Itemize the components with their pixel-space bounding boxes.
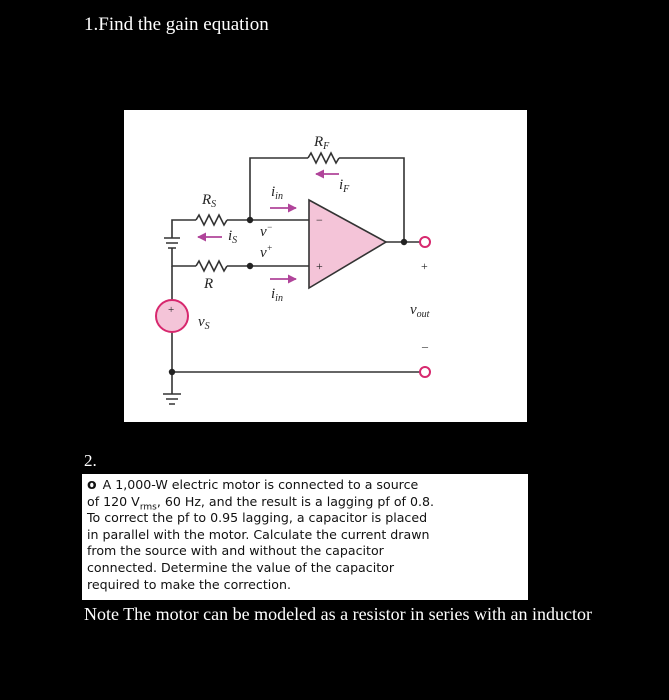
label-vs: $v_S$	[198, 314, 210, 332]
label-if: $i_F$	[339, 177, 350, 195]
question-1-title: 1.Find the gain equation	[84, 14, 269, 35]
junction-dot	[247, 217, 253, 223]
rs-left-wire	[172, 220, 196, 238]
question-2-note: Note The motor can be modeled as a resistor in series with an inductor	[84, 604, 593, 624]
source-plus-sign: +	[168, 304, 175, 316]
problem-line: in parallel with the motor. Calculate the current drawn	[87, 526, 430, 542]
output-plus-sign: +	[421, 259, 428, 273]
label-rf: $R_F$	[314, 134, 330, 152]
label-vplus: v+	[260, 243, 273, 261]
feedback-resistor-rf	[308, 153, 339, 163]
op-amp-circuit-diagram	[124, 110, 527, 422]
problem-line: connected. Determine the value of the capacitor	[87, 559, 395, 575]
problem-line: of 120 $V_{rms}$, 60 Hz, and the result is a lagging pf of 0.8.	[87, 493, 435, 513]
feedback-wire	[250, 158, 308, 220]
ground-symbol	[163, 394, 181, 404]
problem-line: To correct the pf to 0.95 lagging, a capacitor is placed	[87, 510, 428, 526]
label-r: R	[204, 276, 214, 292]
junction-dot	[247, 263, 253, 269]
output-terminal-top	[420, 237, 430, 247]
junction-dot	[169, 369, 175, 375]
label-vout: $v_{out}$	[410, 302, 430, 320]
opamp-plus-sign: +	[316, 259, 323, 273]
output-minus-sign: –	[422, 339, 428, 353]
bullet-icon: o	[87, 477, 97, 493]
r-left-wire	[172, 248, 196, 266]
ground-stub	[164, 238, 180, 248]
opamp-minus-sign: −	[316, 213, 323, 227]
label-is: $i_S$	[228, 228, 238, 246]
label-iin-bottom: $i_{in}$	[271, 286, 283, 304]
question-2-number: 2.	[84, 451, 97, 470]
problem-line: from the source with and without the capacitor	[87, 543, 384, 559]
junction-dot	[401, 239, 407, 245]
label-rs: $R_S$	[202, 192, 217, 210]
resistor-rs	[196, 215, 227, 225]
problem-line: o A 1,000-W electric motor is connected to a source	[87, 477, 419, 493]
label-vminus: v−	[260, 222, 273, 240]
circuit-figure	[124, 110, 527, 422]
problem-line: required to make the correction.	[87, 576, 291, 592]
output-terminal-bottom	[420, 367, 430, 377]
question-2-problem-box	[82, 474, 528, 600]
resistor-r	[196, 261, 227, 271]
label-iin-top: $i_{in}$	[271, 184, 283, 202]
